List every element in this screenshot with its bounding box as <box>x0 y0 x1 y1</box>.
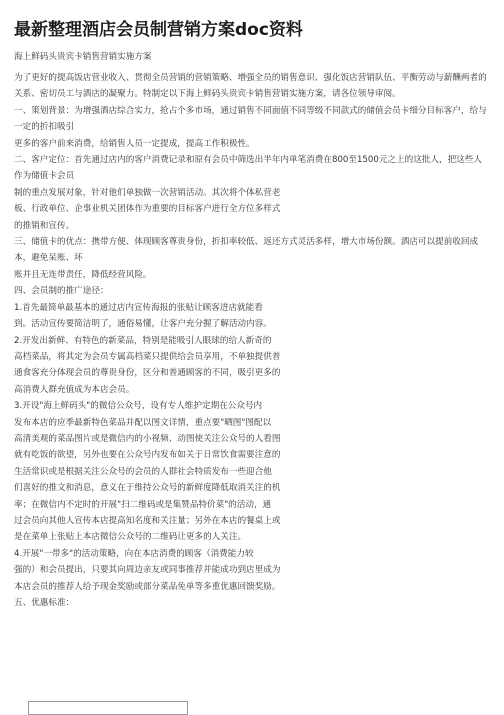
document-subtitle: 海上鲜码头贵宾卡销售营销实施方案 <box>14 52 152 62</box>
paragraph: 为了更好的提高饭店营业收入、贯彻全员营销的营销策略、增强全员的销售意识、强化饭店营销队伍、平衡劳动与薪酬两者的关系、密切员工与酒店的凝聚力。特制定以下海上鲜码头贵宾卡销售营销实施方案，请各位领导审阅。 <box>14 73 487 100</box>
paragraph: 五、优惠标准： <box>14 598 75 608</box>
paragraph: 制的重点发展对象，针对他们单独做一次营销活动。其次将个体私营老 <box>14 187 281 198</box>
paragraph: 过会员向其他人宣传本店提高知名度和关注量；另外在本店的餐桌上或 <box>14 515 281 526</box>
paragraph: 三、储值卡的优点：携带方便、体现顾客尊贵身份，折扣率较低、返还方式灵活多样，增大市场份额。酒店可以提前收回成本，避免呆账、坏 <box>14 237 479 264</box>
paragraph: 本店会员的推荐人给予现金奖励或部分菜品免单等多重优惠回馈奖励。 <box>14 581 281 592</box>
paragraph: 二、客户定位：首先通过店内的客户消费记录和原有会员中筛选出半年内单笔消费在800至1500元之上的这批人，把这些人作为储值卡会员 <box>14 155 482 182</box>
page-title: 最新整理酒店会员制营销方案doc资料 <box>14 20 303 40</box>
paragraph: 发布本店的应季最新特色菜品并配以图文详情，重点要"晒图"图配以 <box>14 417 272 428</box>
paragraph: 生活常识或是根据关注公众号的会员的人群社会特质发布一些迎合他 <box>14 466 272 477</box>
paragraph: 高清美观的菜品图片或是微信内的小视频、动图使关注公众号的人看图 <box>14 433 281 444</box>
paragraph: 更多的客户前来消费，给销售人员一定提成，提高工作积极性。 <box>14 138 255 149</box>
paragraph: 1.首先最简单最基本的通过店内宣传海报的张贴让顾客进店就能看 <box>14 302 263 313</box>
paragraph: 们喜好的推文和消息，意义在于维持公众号的新鲜度降低取消关注的机 <box>14 483 281 494</box>
paragraph: 就有吃饭的欲望，另外也要在公众号内发布如关于日常饮食需要注意的 <box>14 450 281 461</box>
document-body <box>14 70 490 611</box>
paragraph: 率；在微信内不定时的开展"扫二维码或是集赞品特价菜"的活动，通 <box>14 499 272 510</box>
paragraph: 的推销和宣传。 <box>14 220 75 231</box>
paragraph: 是在菜单上张贴上本店微信公众号的二维码让更多的人关注。 <box>14 532 247 543</box>
paragraph: 账并且无连带责任，降低经营风险。 <box>14 269 152 280</box>
paragraph: 到。活动宣传要简洁明了，通俗易懂，让客户充分握了解活动内容。 <box>14 319 272 330</box>
paragraph: 2.开发出新鲜、有特色的新菜品，特别是能吸引人眼球的给人新奇的 <box>14 335 272 346</box>
paragraph: 四、会员制的推广途径： <box>14 286 109 297</box>
paragraph: 通食客充分体现会员的尊贵身份，区分和普通顾客的不同，吸引更多的 <box>14 368 281 379</box>
paragraph: 强的）和会员提出，只要其向周边亲友或同事推荐并能成功到店里成为 <box>14 565 281 576</box>
paragraph: 板、行政单位、企事业机关团体作为重要的目标客户进行全方位多样式 <box>14 204 281 215</box>
spacer <box>14 63 490 70</box>
paragraph: 高消费人群充值成为本店会员。 <box>14 384 135 395</box>
paragraph: 4.开展"一带多"的活动策略，向在本店消费的顾客（消费能力较 <box>14 548 254 559</box>
paragraph: 一、策划背景：为增强酒店综合实力，抢占个多市场，通过销售不同面值不同等级不同款式的储值会员卡细分目标客户，给与一定的折扣吸引 <box>14 105 487 133</box>
paragraph: 高档菜品，将其定为会员专属高档菜只提供给会员享用，不单独提供普 <box>14 351 281 362</box>
paragraph: 3.开设"海上鲜码头"的微信公众号，设有专人维护定期在公众号内 <box>14 401 263 412</box>
